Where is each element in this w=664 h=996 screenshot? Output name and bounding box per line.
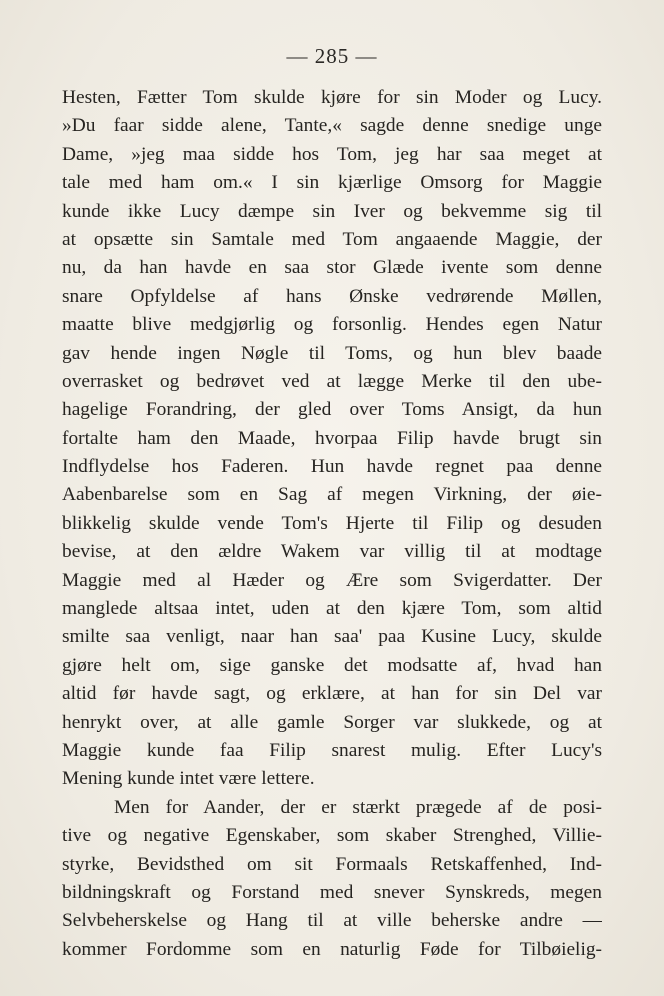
text-line: Aabenbarelse som en Sag af megen Virkning, der øie- <box>62 484 602 506</box>
text-line: Maggie med al Hæder og Ære som Svigerdatter. Der <box>62 569 602 591</box>
text-line: manglede altsaa intet, uden at den kjære Tom, som altid <box>62 598 602 620</box>
text-line: bildningskraft og Forstand med snever Synskreds, megen <box>62 881 602 903</box>
text-line: tive og negative Egenskaber, som skaber Strenghed, Villie- <box>62 825 602 847</box>
page-number: — 285 — <box>286 44 378 68</box>
text-line: gjøre helt om, sige ganske det modsatte af, hvad han <box>62 654 602 676</box>
text-line: kunde ikke Lucy dæmpe sin Iver og bekvemme sig til <box>62 200 602 222</box>
paragraph-end-line: Mening kunde intet være lettere. <box>62 768 315 790</box>
text-line: Hesten, Fætter Tom skulde kjøre for sin Moder og Lucy. <box>62 87 602 108</box>
text-line: nu, da han havde en saa stor Glæde ivente som denne <box>62 257 602 279</box>
text-line: smilte saa venligt, naar han saa' paa Kusine Lucy, skulde <box>62 626 602 648</box>
text-line: hagelige Forandring, der gled over Toms Ansigt, da hun <box>62 399 602 421</box>
text-line: maatte blive medgjørlig og forsonlig. Hendes egen Natur <box>62 314 602 336</box>
body-text <box>62 84 602 964</box>
text-line: styrke, Bevidsthed om sit Formaals Retskaffenhed, Ind- <box>62 853 602 875</box>
text-line: »Du faar sidde alene, Tante,« sagde denne snedige unge <box>62 115 602 137</box>
text-line: Indflydelse hos Faderen. Hun havde regnet paa denne <box>62 456 602 478</box>
text-line: snare Opfyldelse af hans Ønske vedrørende Møllen, <box>62 285 602 307</box>
text-line: bevise, at den ældre Wakem var villig til at modtage <box>62 541 602 563</box>
text-line: at opsætte sin Samtale med Tom angaaende Maggie, der <box>62 228 602 250</box>
text-line: blikkelig skulde vende Tom's Hjerte til Filip og desuden <box>62 512 602 534</box>
text-line: gav hende ingen Nøgle til Toms, og hun blev baade <box>62 342 602 364</box>
text-line: Maggie kunde faa Filip snarest mulig. Efter Lucy's <box>62 739 602 761</box>
text-line: fortalte ham den Maade, hvorpaa Filip havde brugt sin <box>62 427 602 449</box>
text-line: Selvbeherskelse og Hang til at ville beherske andre — <box>62 910 602 932</box>
text-line: altid før havde sagt, og erklære, at han for sin Del var <box>62 683 602 705</box>
text-line: Dame, »jeg maa sidde hos Tom, jeg har saa meget at <box>62 143 602 165</box>
paragraph-start-line: Men for Aander, der er stærkt prægede af de posi- <box>114 796 602 818</box>
text-line: kommer Fordomme som en naturlig Føde for Tilbøielig- <box>62 938 602 960</box>
text-line: tale med ham om.« I sin kjærlige Omsorg for Maggie <box>62 172 602 194</box>
text-line: overrasket og bedrøvet ved at lægge Merke til den ube- <box>62 370 602 392</box>
text-line: henrykt over, at alle gamle Sorger var slukkede, og at <box>62 711 602 733</box>
